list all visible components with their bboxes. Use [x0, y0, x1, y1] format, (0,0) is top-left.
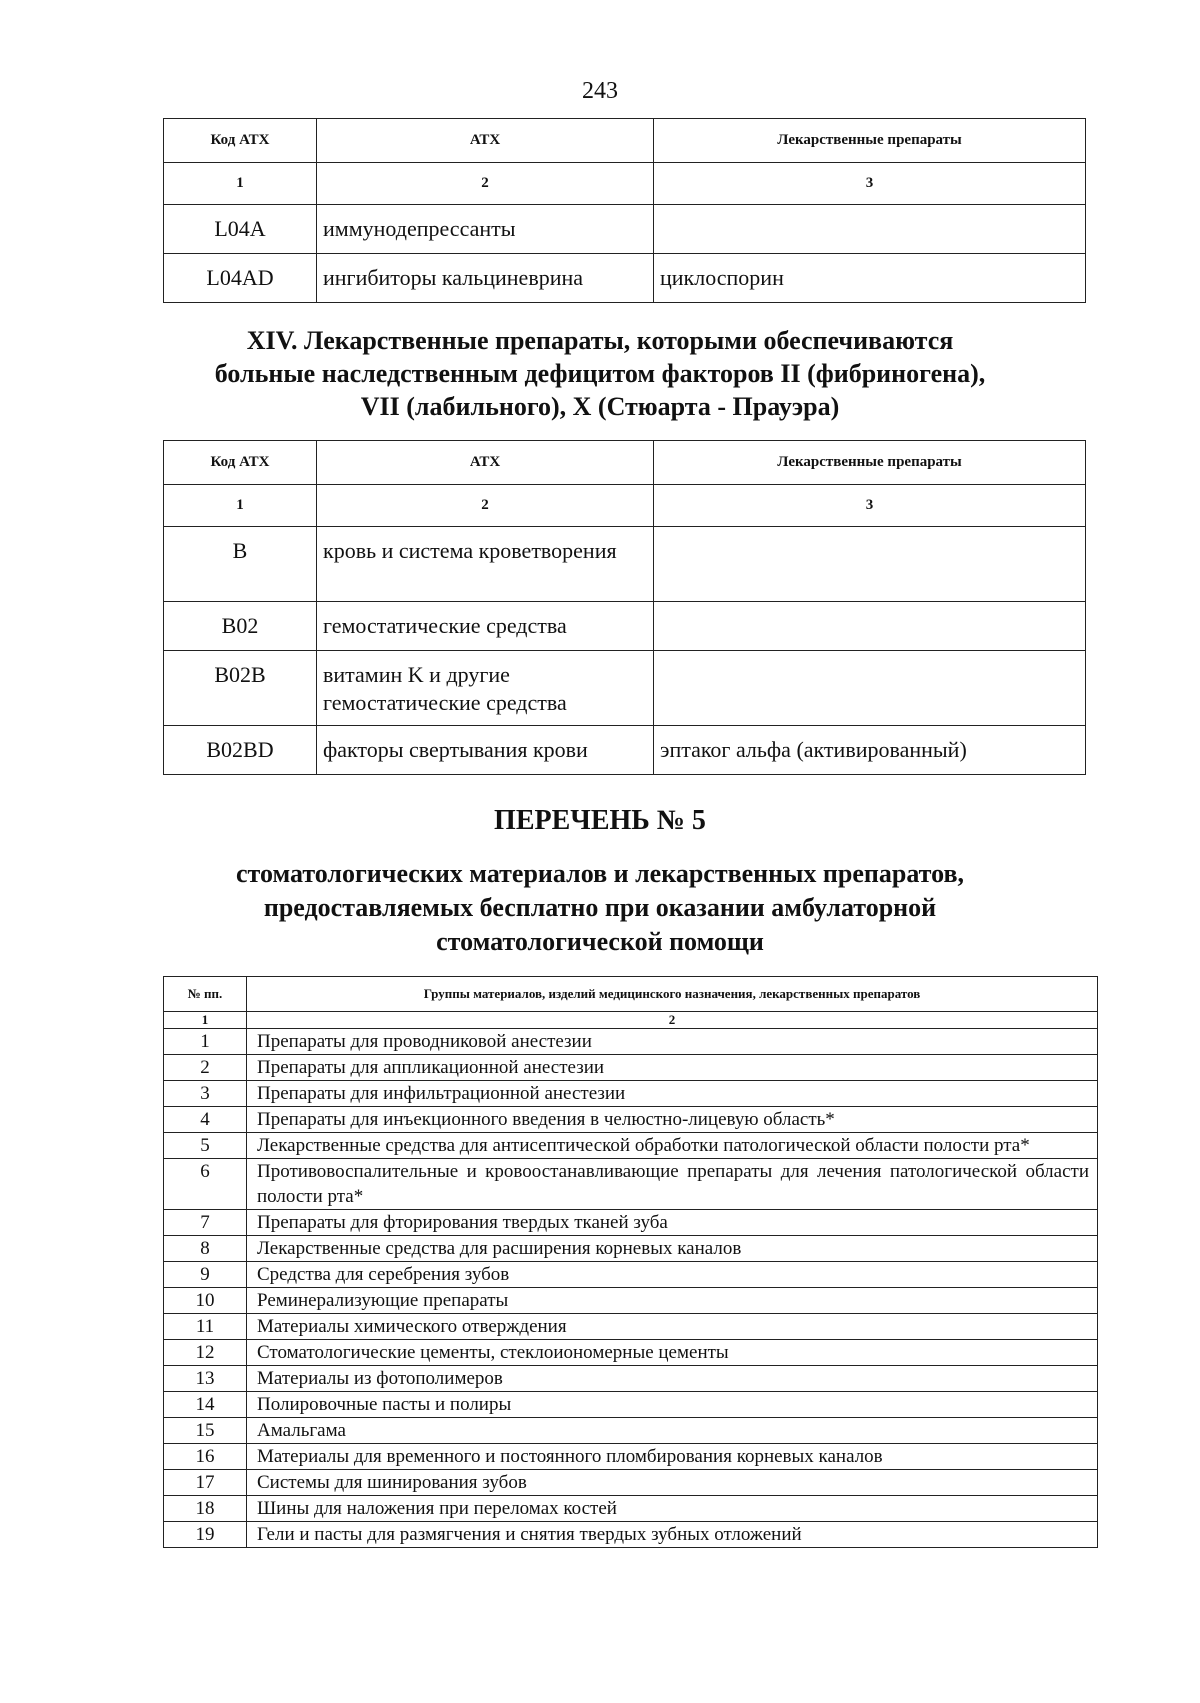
table-row	[164, 1470, 1098, 1496]
table-row	[164, 651, 1086, 726]
table-header-row	[164, 441, 1086, 485]
item-text: Противовоспалительные и кровоостанавливающие препараты для лечения патологической области полости рта*	[247, 1159, 1098, 1210]
table-row	[164, 1107, 1098, 1133]
item-text: Средства для серебрения зубов	[247, 1262, 1098, 1288]
item-number: 15	[164, 1418, 247, 1444]
atx-code: B02	[164, 602, 317, 651]
table-row	[164, 726, 1086, 775]
col-number: 1	[164, 485, 317, 527]
item-number: 11	[164, 1314, 247, 1340]
atx-table-b02	[163, 440, 1086, 775]
item-text: Лекарственные средства для антисептической обработки патологической области полости рта*	[247, 1133, 1098, 1159]
list-5-subtitle	[0, 857, 1200, 959]
item-number: 13	[164, 1366, 247, 1392]
heading-line: XIV. Лекарственные препараты, которыми обеспечиваются	[246, 326, 954, 355]
heading-line: больные наследственным дефицитом факторов II (фибриногена),	[214, 359, 986, 388]
subtitle-line: стоматологических материалов и лекарственных препаратов,	[235, 859, 964, 888]
col-number: 3	[654, 485, 1086, 527]
item-text: Препараты для инфильтрационной анестезии	[247, 1081, 1098, 1107]
table-row	[164, 1210, 1098, 1236]
table-row	[164, 1366, 1098, 1392]
table-row	[164, 1340, 1098, 1366]
table-header-row	[164, 119, 1086, 163]
item-number: 3	[164, 1081, 247, 1107]
table-header-row	[164, 977, 1098, 1012]
item-text: Препараты для проводниковой анестезии	[247, 1029, 1098, 1055]
list-5-title: ПЕРЕЧЕНЬ № 5	[494, 805, 706, 836]
item-number: 2	[164, 1055, 247, 1081]
atx-name: гемостатические средства	[317, 602, 654, 651]
header-drugs: Лекарственные препараты	[654, 119, 1086, 163]
item-text: Лекарственные средства для расширения корневых каналов	[247, 1236, 1098, 1262]
drug-name	[654, 651, 1086, 726]
table-row	[164, 1418, 1098, 1444]
header-atx: АТХ	[317, 441, 654, 485]
section-14-heading	[0, 324, 1200, 423]
atx-code: L04A	[164, 205, 317, 254]
item-number: 1	[164, 1029, 247, 1055]
table-row	[164, 1522, 1098, 1548]
atx-table-l04	[163, 118, 1086, 303]
header-number: № пп.	[164, 977, 247, 1012]
item-text: Препараты для инъекционного введения в челюстно-лицевую область*	[247, 1107, 1098, 1133]
table-row	[164, 602, 1086, 651]
table-row	[164, 1029, 1098, 1055]
atx-name: факторы свертывания крови	[317, 726, 654, 775]
header-code: Код АТХ	[164, 119, 317, 163]
drug-name	[654, 527, 1086, 602]
atx-code: B02B	[164, 651, 317, 726]
atx-code: B	[164, 527, 317, 602]
col-number: 2	[317, 163, 654, 205]
atx-name: иммунодепрессанты	[317, 205, 654, 254]
item-number: 12	[164, 1340, 247, 1366]
table-row	[164, 1133, 1098, 1159]
item-text: Материалы для временного и постоянного пломбирования корневых каналов	[247, 1444, 1098, 1470]
item-number: 4	[164, 1107, 247, 1133]
table-row	[164, 1288, 1098, 1314]
item-text: Системы для шинирования зубов	[247, 1470, 1098, 1496]
atx-name: ингибиторы кальциневрина	[317, 254, 654, 303]
item-number: 10	[164, 1288, 247, 1314]
item-text: Шины для наложения при переломах костей	[247, 1496, 1098, 1522]
col-number: 2	[317, 485, 654, 527]
item-number: 17	[164, 1470, 247, 1496]
item-number: 19	[164, 1522, 247, 1548]
column-number-row	[164, 163, 1086, 205]
subtitle-line: стоматологической помощи	[436, 927, 764, 956]
subtitle-line: предоставляемых бесплатно при оказании амбулаторной	[263, 893, 937, 922]
atx-name: витамин K и другие гемостатические средства	[317, 651, 654, 726]
dental-materials-table	[163, 976, 1098, 1548]
table-row	[164, 1159, 1098, 1210]
item-number: 14	[164, 1392, 247, 1418]
item-text: Полировочные пасты и полиры	[247, 1392, 1098, 1418]
table-row	[164, 1262, 1098, 1288]
col-number: 2	[247, 1012, 1098, 1029]
item-text: Материалы из фотополимеров	[247, 1366, 1098, 1392]
header-groups: Группы материалов, изделий медицинского назначения, лекарственных препаратов	[247, 977, 1098, 1012]
item-text: Препараты для аппликационной анестезии	[247, 1055, 1098, 1081]
drug-name: эптаког альфа (активированный)	[654, 726, 1086, 775]
table-row	[164, 1314, 1098, 1340]
col-number: 1	[164, 1012, 247, 1029]
table-row	[164, 1236, 1098, 1262]
item-text: Препараты для фторирования твердых тканей зуба	[247, 1210, 1098, 1236]
table-row	[164, 254, 1086, 303]
page-number: 243	[582, 78, 618, 104]
header-drugs: Лекарственные препараты	[654, 441, 1086, 485]
item-number: 8	[164, 1236, 247, 1262]
item-text: Гели и пасты для размягчения и снятия твердых зубных отложений	[247, 1522, 1098, 1548]
item-number: 16	[164, 1444, 247, 1470]
table-row	[164, 1081, 1098, 1107]
item-text: Амальгама	[247, 1418, 1098, 1444]
table-row	[164, 205, 1086, 254]
drug-name	[654, 602, 1086, 651]
table-row	[164, 527, 1086, 602]
column-number-row	[164, 485, 1086, 527]
header-atx: АТХ	[317, 119, 654, 163]
heading-line: VII (лабильного), X (Стюарта - Прауэра)	[360, 392, 840, 421]
table-row	[164, 1055, 1098, 1081]
item-number: 5	[164, 1133, 247, 1159]
item-text: Стоматологические цементы, стеклоиономерные цементы	[247, 1340, 1098, 1366]
atx-code: B02BD	[164, 726, 317, 775]
table-row	[164, 1496, 1098, 1522]
drug-name	[654, 205, 1086, 254]
item-text: Реминерализующие препараты	[247, 1288, 1098, 1314]
col-number: 3	[654, 163, 1086, 205]
column-number-row	[164, 1012, 1098, 1029]
atx-name: кровь и система кроветворения	[317, 527, 654, 602]
item-number: 6	[164, 1159, 247, 1210]
col-number: 1	[164, 163, 317, 205]
atx-code: L04AD	[164, 254, 317, 303]
item-text: Материалы химического отверждения	[247, 1314, 1098, 1340]
item-number: 9	[164, 1262, 247, 1288]
header-code: Код АТХ	[164, 441, 317, 485]
drug-name: циклоспорин	[654, 254, 1086, 303]
table-row	[164, 1444, 1098, 1470]
item-number: 7	[164, 1210, 247, 1236]
list-body	[164, 1029, 1098, 1548]
table-row	[164, 1392, 1098, 1418]
item-number: 18	[164, 1496, 247, 1522]
